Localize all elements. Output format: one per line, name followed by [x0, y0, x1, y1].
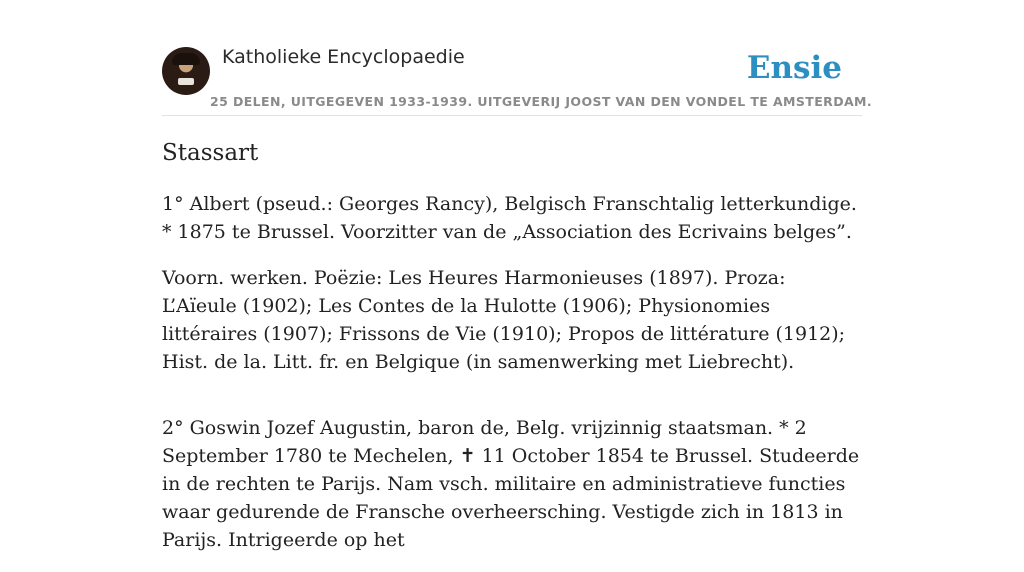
site-header — [162, 46, 873, 116]
avatar-hair — [172, 53, 200, 65]
header-divider — [162, 115, 862, 116]
article-paragraph: 1° Albert (pseud.: Georges Rancy), Belgisch Franschtalig letterkundige. * 1875 te Brussel. Voorzitter van de „Association des Ecrivains belges”. — [162, 193, 857, 243]
portrait-avatar[interactable] — [162, 47, 210, 95]
ensie-logo[interactable]: Ensie — [746, 50, 842, 86]
article-paragraph: 2° Goswin Jozef Augustin, baron de, Belg. vrijzinnig staatsman. * 2 September 1780 te Mechelen, ✝ 11 October 1854 te Brussel. Studeerde in de rechten te Parijs. Nam vsch. militaire en administratieve functies waar gedurende de Fransche overheersching. Vestigde zich in 1813 in Parijs. Intrigeerde op het — [162, 417, 860, 551]
site-subtitle: 25 DELEN, UITGEGEVEN 1933-1939. UITGEVERIJ JOOST VAN DEN VONDEL TE AMSTERDAM. — [210, 94, 873, 109]
avatar-collar — [178, 78, 194, 85]
site-title[interactable]: Katholieke Encyclopaedie — [222, 46, 465, 68]
article-paragraph: Voorn. werken. Poëzie: Les Heures Harmonieuses (1897). Proza: L’Aïeule (1902); Les Contes de la Hulotte (1906); Physionomies littéraires (1907); Frissons de Vie (1910); Propos de littérature (1912); Hist. de la. Litt. fr. en Belgique (in samenwerking met Liebrecht). — [162, 267, 846, 373]
article-content — [162, 140, 862, 572]
entry-title: Stassart — [162, 140, 259, 166]
